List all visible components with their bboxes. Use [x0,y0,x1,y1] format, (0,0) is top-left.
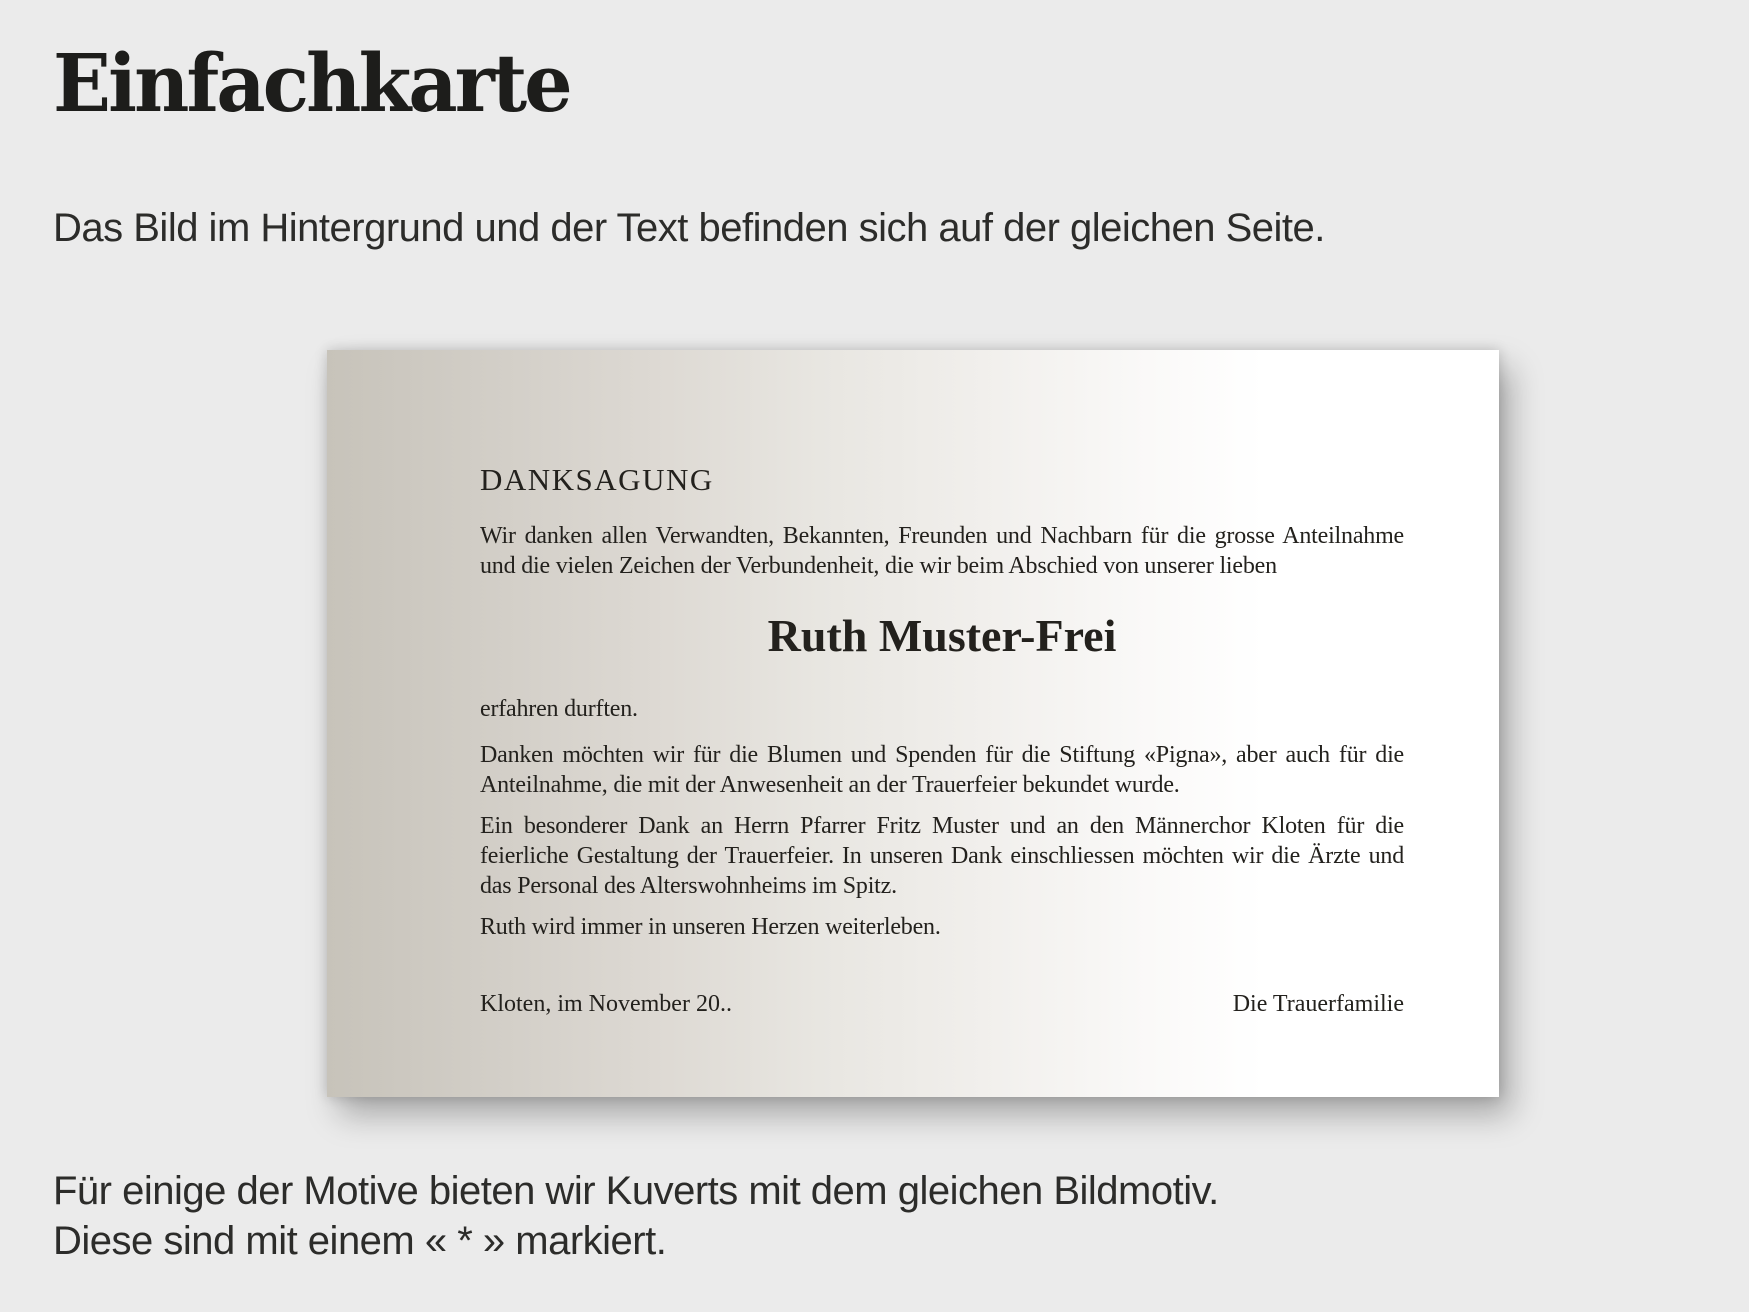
page-subtitle: Das Bild im Hintergrund und der Text befinden sich auf der gleichen Seite. [53,206,1325,250]
card-heading: DANKSAGUNG [480,462,714,497]
memorial-card-preview [327,350,1499,1097]
card-text-line: Anteilnahme, die mit der Anwesenheit an der Trauerfeier bekundet wurde. [480,772,1180,798]
card-paragraph-besonderer-dank [480,811,1404,901]
card-paragraph-erfahren: erfahren durften. [480,696,638,722]
footer-note [53,1166,1219,1266]
deceased-name: Ruth Muster-Frei [767,610,1117,661]
card-text-line: feierliche Gestaltung der Trauerfeier. In unseren Dank einschliessen möchten wir die Ärzte und [480,843,1404,869]
card-footer-row [480,989,1404,1019]
card-signature: Die Trauerfamilie [1232,991,1404,1017]
footer-note-line2: Diese sind mit einem « * » markiert. [53,1219,667,1263]
footer-note-line1: Für einige der Motive bieten wir Kuverts mit dem gleichen Bildmotiv. [53,1169,1219,1213]
card-paragraph-intro [480,521,1404,581]
card-text-line: Danken möchten wir für die Blumen und Spenden für die Stiftung «Pigna», aber auch für die [480,742,1404,768]
card-paragraph-herzen: Ruth wird immer in unseren Herzen weiterleben. [480,914,941,940]
card-place-date: Kloten, im November 20.. [480,991,732,1017]
card-paragraph-danken [480,740,1404,800]
card-text-line: Wir danken allen Verwandten, Bekannten, Freunden und Nachbarn für die grosse Anteilnahme [480,523,1404,549]
card-text-line: das Personal des Alterswohnheims im Spitz. [480,873,897,899]
card-text-line: und die vielen Zeichen der Verbundenheit, die wir beim Abschied von unserer lieben [480,553,1277,579]
page-title: Einfachkarte [53,36,570,130]
card-text-line: Ein besonderer Dank an Herrn Pfarrer Fritz Muster und an den Männerchor Kloten für die [480,813,1404,839]
